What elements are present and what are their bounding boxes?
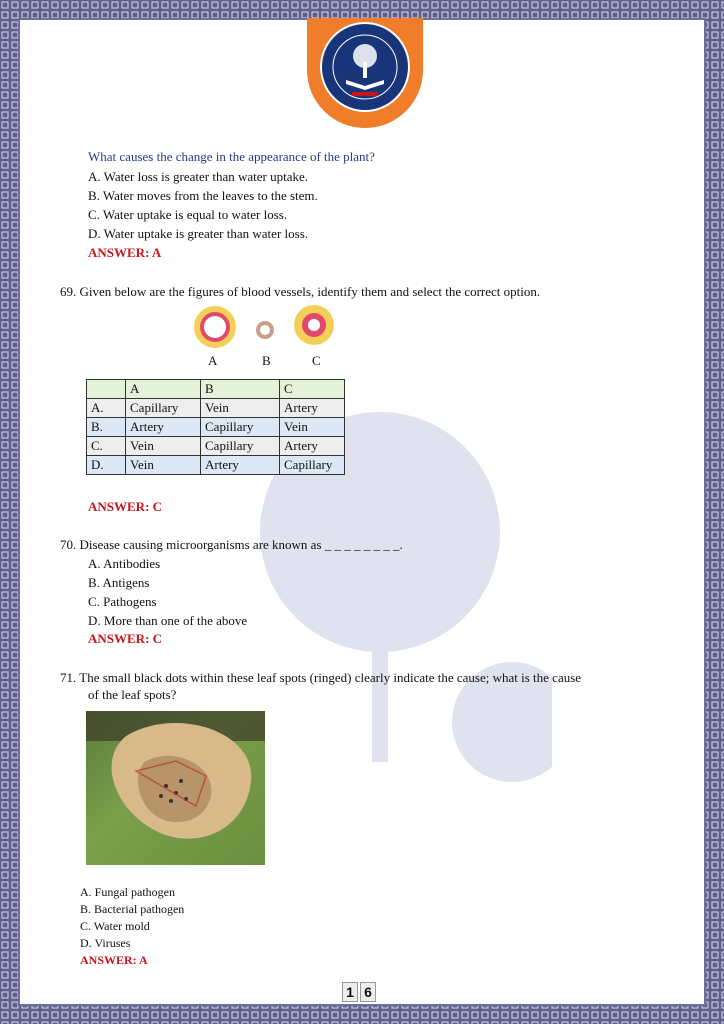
leaf-spot-photo bbox=[86, 711, 265, 865]
figure-label-b: B bbox=[262, 353, 271, 368]
leaf-spot-image-icon bbox=[86, 711, 265, 865]
table-cell: A. bbox=[87, 399, 126, 418]
document-page bbox=[22, 22, 702, 1002]
table-row bbox=[87, 456, 345, 475]
q70-answer: ANSWER: C bbox=[88, 631, 163, 646]
table-cell: Artery bbox=[280, 399, 345, 418]
q71-option-c: C. Water mold bbox=[80, 919, 150, 933]
q71-option-d: D. Viruses bbox=[80, 936, 131, 950]
q68-answer: ANSWER: A bbox=[88, 245, 162, 260]
table-row bbox=[87, 437, 345, 456]
table-cell bbox=[87, 380, 126, 399]
table-cell: Vein bbox=[201, 399, 280, 418]
vessel-a-icon bbox=[194, 306, 236, 348]
q68-option-a: A. Water loss is greater than water uptake. bbox=[88, 169, 308, 184]
table-cell: Capillary bbox=[201, 437, 280, 456]
q71-answer: ANSWER: A bbox=[80, 953, 148, 967]
vessel-b-icon bbox=[256, 321, 274, 339]
table-cell: Capillary bbox=[201, 418, 280, 437]
q68-option-c: C. Water uptake is equal to water loss. bbox=[88, 207, 288, 222]
vessel-options-table bbox=[86, 379, 345, 475]
q69-answer: ANSWER: C bbox=[88, 499, 163, 514]
header-logo-tab bbox=[307, 18, 423, 128]
table-cell: C bbox=[280, 380, 345, 399]
q70-option-d: D. More than one of the above bbox=[88, 613, 248, 628]
table-cell: Capillary bbox=[280, 456, 345, 475]
table-row bbox=[87, 399, 345, 418]
q70-option-c: C. Pathogens bbox=[88, 594, 157, 609]
table-cell: Vein bbox=[280, 418, 345, 437]
page-digit: 1 bbox=[342, 982, 358, 1002]
table-cell: B. bbox=[87, 418, 126, 437]
table-row bbox=[87, 418, 345, 437]
table-cell: Artery bbox=[126, 418, 201, 437]
tree-logo-icon bbox=[322, 24, 408, 110]
q68-option-d: D. Water uptake is greater than water loss. bbox=[88, 226, 308, 241]
q70-option-b: B. Antigens bbox=[88, 575, 150, 590]
page-number bbox=[342, 982, 378, 1002]
table-cell: Artery bbox=[201, 456, 280, 475]
figure-label-a: A bbox=[208, 353, 218, 368]
table-cell: D. bbox=[87, 456, 126, 475]
q71-option-a: A. Fungal pathogen bbox=[80, 885, 175, 899]
q69-question: 69. Given below are the figures of blood vessels, identify them and select the correct option. bbox=[60, 284, 541, 299]
table-cell: Artery bbox=[280, 437, 345, 456]
q68-option-b: B. Water moves from the leaves to the stem. bbox=[88, 188, 318, 203]
page-digit: 6 bbox=[360, 982, 376, 1002]
vessel-c-icon bbox=[294, 305, 334, 345]
table-cell: Vein bbox=[126, 437, 201, 456]
table-cell: Capillary bbox=[126, 399, 201, 418]
table-cell: Vein bbox=[126, 456, 201, 475]
table-cell: A bbox=[126, 380, 201, 399]
q71-option-b: B. Bacterial pathogen bbox=[80, 902, 185, 916]
institution-logo bbox=[320, 22, 410, 112]
q70-option-a: A. Antibodies bbox=[88, 556, 161, 571]
q71-question-line2: of the leaf spots? bbox=[88, 687, 177, 702]
table-cell: C. bbox=[87, 437, 126, 456]
q70-question: 70. Disease causing microorganisms are known as _ _ _ _ _ _ _ _. bbox=[60, 537, 403, 552]
table-header-row bbox=[87, 380, 345, 399]
q68-question: What causes the change in the appearance of the plant? bbox=[88, 149, 375, 164]
table-cell: B bbox=[201, 380, 280, 399]
figure-label-c: C bbox=[312, 353, 321, 368]
q71-question-line1: 71. The small black dots within these leaf spots (ringed) clearly indicate the cause; what is the cause bbox=[60, 670, 582, 685]
